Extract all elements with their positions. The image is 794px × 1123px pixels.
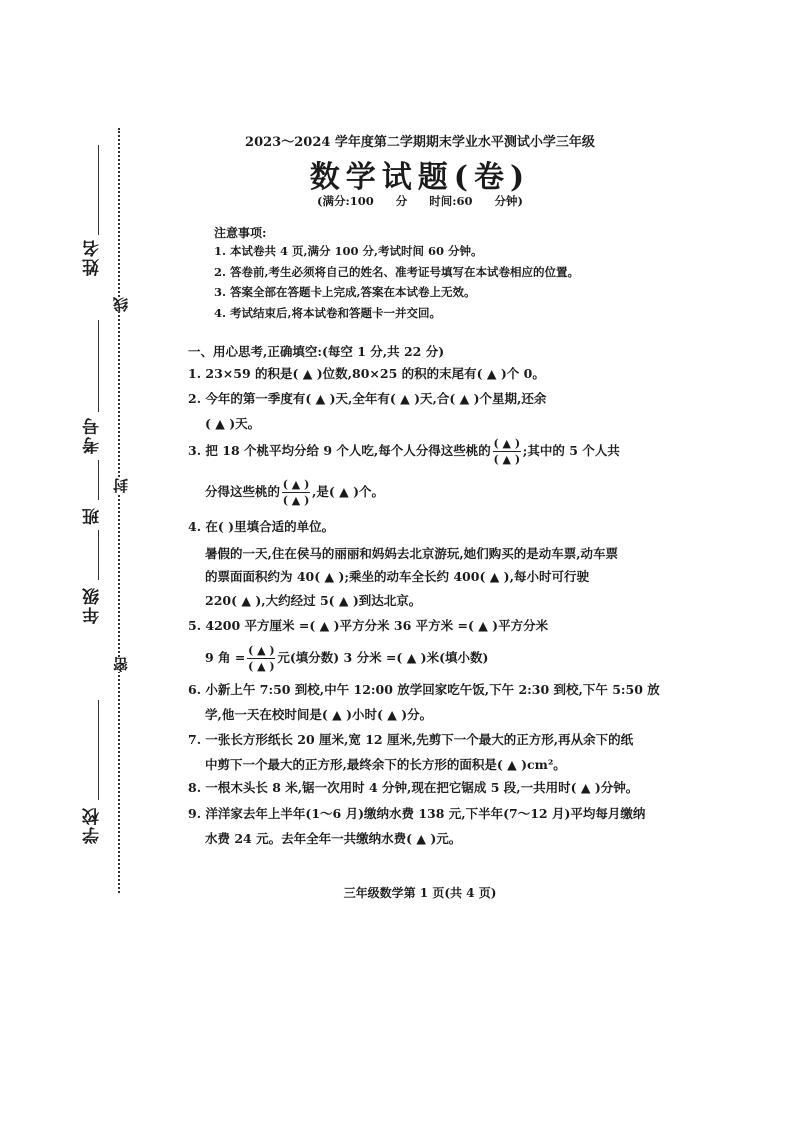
exam-meta: (满分:100 分 时间:60 分钟) xyxy=(317,194,523,208)
seal-seal-char: 封 xyxy=(112,478,130,493)
grade-label: 年级 xyxy=(83,586,103,624)
question-4-line-4: 220( ▲ ),大约经过 5( ▲ )到达北京。 xyxy=(205,593,422,608)
question-5-line-2 xyxy=(205,644,660,673)
fraction-blank: $\frac{( ▲ )}{( ▲ )}$ xyxy=(282,478,310,507)
q3b-text-pre: 分得这些桃的 xyxy=(205,484,281,499)
exam-no-label: 考号 xyxy=(83,416,103,454)
fraction-blank: $\frac{( ▲ )}{( ▲ )}$ xyxy=(493,437,521,466)
section-1-title: 一、用心思考,正确填空:(每空 1 分,共 22 分) xyxy=(188,344,445,359)
question-9-line-2: 水费 24 元。去年全年一共缴纳水费( ▲ )元。 xyxy=(205,831,462,846)
question-1: 1. 23×59 的积是( ▲ )位数,80×25 的积的末尾有( ▲ )个 0。 xyxy=(188,366,545,381)
page-footer: 三年级数学第 1 页(共 4 页) xyxy=(343,886,497,900)
name-blank xyxy=(98,145,99,235)
school-blank xyxy=(98,700,99,800)
notes-item: 2. 答卷前,考生必须将自己的姓名、准考证号填写在本试卷相应的位置。 xyxy=(214,264,580,279)
q5b-text-pre: 9 角 = xyxy=(205,650,246,665)
q3-text-post: ;其中的 5 个人共 xyxy=(522,443,620,458)
question-9-line-1: 9. 洋洋家去年上半年(1～6 月)缴纳水费 138 元,下半年(7～12 月)平均每月缴纳 xyxy=(188,806,646,821)
binding-dotted-line xyxy=(118,128,120,893)
seal-line-char: 线 xyxy=(112,297,130,312)
question-4-line-1: 4. 在( )里填合适的单位。 xyxy=(188,519,335,534)
exam-subtitle: 2023～2024 学年度第二学期期末学业水平测试小学三年级 xyxy=(245,135,595,150)
notes-item: 3. 答案全部在答题卡上完成,答案在本试卷上无效。 xyxy=(214,285,476,299)
notes-item: 1. 本试卷共 4 页,满分 100 分,考试时间 60 分钟。 xyxy=(214,244,483,258)
class-blank xyxy=(98,460,99,500)
question-4-line-3: 的票面面积约为 40( ▲ );乘坐的动车全长约 400( ▲ ),每小时可行驶 xyxy=(205,569,589,584)
question-5-line-1: 5. 4200 平方厘米 =( ▲ )平方分米 36 平方米 =( ▲ )平方分米 xyxy=(188,618,549,633)
q5b-text-post: 元(填分数) 3 分米 =( ▲ )米(填小数) xyxy=(277,650,489,665)
question-6-line-1: 6. 小新上午 7:50 到校,中午 12:00 放学回家吃午饭,下午 2:30 到校,下午 5:50 放 xyxy=(188,682,660,697)
seal-secret-char: 密 xyxy=(112,657,130,672)
q3-text-pre: 3. 把 18 个桃平均分给 9 个人吃,每个人分得这些桃的 xyxy=(188,443,491,458)
fraction-blank: $\frac{( ▲ )}{( ▲ )}$ xyxy=(248,644,275,673)
question-2-line-1: 2. 今年的第一季度有( ▲ )天,全年有( ▲ )天,合( ▲ )个星期,还余 xyxy=(188,391,547,406)
q3b-text-post: ,是( ▲ )个。 xyxy=(312,484,385,499)
notes-title: 注意事项: xyxy=(214,226,267,240)
question-7-line-1: 7. 一张长方形纸长 20 厘米,宽 12 厘米,先剪下一个最大的正方形,再从余下的纸 xyxy=(188,732,634,747)
class-label: 班 xyxy=(83,506,103,525)
notes-item: 4. 考试结束后,将本试卷和答题卡一并交回。 xyxy=(214,305,442,320)
notes-list xyxy=(214,241,579,323)
grade-blank xyxy=(98,530,99,580)
exam-no-blank xyxy=(98,320,99,412)
question-6-line-2: 学,他一天在校时间是( ▲ )小时( ▲ )分。 xyxy=(205,707,433,722)
question-3-line-1 xyxy=(188,437,643,466)
question-7-line-2: 中剪下一个最大的正方形,最终余下的长方形的面积是( ▲ )cm²。 xyxy=(205,757,566,772)
name-label: 姓名 xyxy=(83,238,103,276)
question-8: 8. 一根木头长 8 米,锯一次用时 4 分钟,现在把它锯成 5 段,一共用时( ▲ )分钟。 xyxy=(188,780,639,795)
question-2-line-2: ( ▲ )天。 xyxy=(205,416,261,431)
exam-title: 数学试题(卷) xyxy=(309,160,531,195)
question-4-line-2: 暑假的一天,住在侯马的丽丽和妈妈去北京游玩,她们购买的是动车票,动车票 xyxy=(205,546,619,561)
school-label: 学校 xyxy=(83,806,103,844)
question-3-line-2 xyxy=(205,478,660,507)
